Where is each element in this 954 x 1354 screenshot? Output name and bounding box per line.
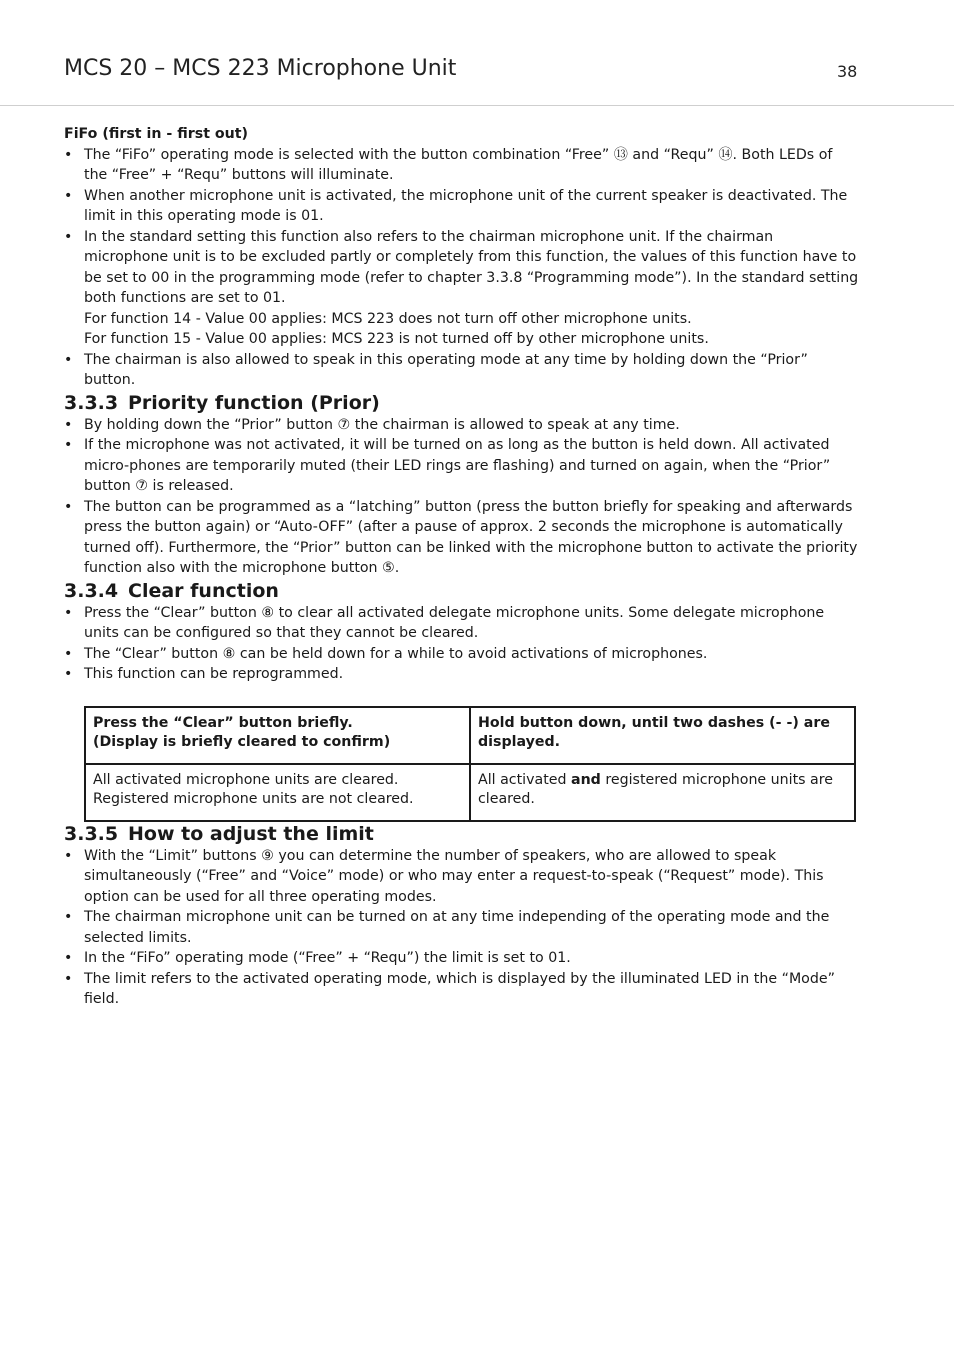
table-cell-line: All activated microphone units are cleared.	[93, 771, 399, 788]
list-item	[64, 350, 860, 391]
list-item-text: The chairman microphone unit can be turned on at any time independing of the operating mode and the selected limits.	[84, 909, 830, 946]
list-item-text: If the microphone was not activated, it will be turned on as long as the button is held down. All activated micro-phones are temporarily muted (their LED rings are flashing) and turned on again, when the “Prior” button ⑦ is released.	[84, 437, 831, 494]
page-header	[0, 0, 954, 106]
clear-list	[64, 603, 860, 685]
list-item	[64, 497, 860, 579]
section-title: How to adjust the limit	[128, 822, 374, 845]
list-item	[64, 644, 860, 665]
page-content	[64, 124, 860, 1010]
list-item-text: The chairman is also allowed to speak in this operating mode at any time by holding down the “Prior” button.	[84, 351, 808, 388]
section-number: 3.3.5	[64, 822, 119, 845]
table-header-line: Press the “Clear” button briefly.	[93, 714, 353, 731]
list-item	[64, 603, 860, 644]
list-item	[64, 227, 860, 350]
list-item-subline: For function 14 - Value 00 applies: MCS 223 does not turn off other microphone units.	[84, 310, 692, 327]
table-cell-line: Registered microphone units are not cleared.	[93, 791, 414, 807]
list-item	[64, 969, 860, 1010]
section-heading-334	[64, 579, 860, 603]
section-number: 3.3.4	[64, 579, 119, 602]
list-item-text: In the “FiFo” operating mode (“Free” + “Requ”) the limit is set to 01.	[84, 950, 571, 966]
section-number: 3.3.3	[64, 391, 119, 414]
table-header-line: (Display is briefly cleared to confirm)	[93, 734, 391, 750]
list-item	[64, 186, 860, 227]
list-item-subline: For function 15 - Value 00 applies: MCS 223 is not turned off by other microphone units.	[84, 331, 709, 347]
table-header-cell	[470, 707, 855, 764]
list-item-text: When another microphone unit is activated, the microphone unit of the current speaker is deactivated. The limit in this operating mode is 01.	[84, 187, 848, 224]
list-item	[64, 435, 860, 497]
priority-list	[64, 415, 860, 579]
list-item-text: The “Clear” button ⑧ can be held down for a while to avoid activations of microphones.	[84, 645, 708, 662]
document-title: MCS 20 – MCS 223 Microphone Unit	[64, 56, 457, 81]
list-item	[64, 415, 860, 436]
section-heading-335	[64, 822, 860, 846]
table-cell	[470, 764, 855, 821]
clear-function-table	[84, 706, 856, 822]
list-item	[64, 846, 860, 908]
section-title: Priority function (Prior)	[128, 391, 380, 414]
table-cell-emphasis: and	[571, 771, 601, 788]
list-item-text: This function can be reprogrammed.	[84, 666, 344, 682]
section-heading-333	[64, 391, 860, 415]
list-item-text: The button can be programmed as a “latching” button (press the button briefly for speaking and afterwards press the button again) or “Auto-OFF” (after a pause of approx. 2 seconds the microphone is automatically turned off). Furthermore, the “Prior” button can be linked with the microphone button to activate the priority function also with the microphone button ⑤.	[84, 498, 858, 576]
table-cell-text: registered microphone units are cleared.	[478, 771, 834, 807]
list-item-text: By holding down the “Prior” button ⑦ the chairman is allowed to speak at any time.	[84, 416, 680, 433]
fifo-heading: FiFo (first in - first out)	[64, 126, 249, 142]
table-cell	[85, 764, 470, 821]
table-header-cell	[85, 707, 470, 764]
limit-list	[64, 846, 860, 1010]
list-item-text: The limit refers to the activated operating mode, which is displayed by the illuminated LED in the “Mode” field.	[84, 970, 835, 1007]
list-item	[64, 145, 860, 186]
list-item	[64, 664, 860, 685]
list-item-text: Press the “Clear” button ⑧ to clear all activated delegate microphone units. Some delegate microphone units can be configured so that they cannot be cleared.	[84, 604, 825, 641]
page-number: 38	[837, 62, 858, 81]
list-item	[64, 907, 860, 948]
table-row	[85, 764, 855, 821]
list-item-text: In the standard setting this function also refers to the chairman microphone unit. If the chairman microphone unit is to be excluded partly or completely from this function, the values of this function have to be set to 00 in the programming mode (refer to chapter 3.3.8 “Programming mode”). In the standard setting both functions are set to 01.	[84, 228, 859, 306]
fifo-list	[64, 145, 860, 391]
list-item-text: With the “Limit” buttons ⑨ you can determine the number of speakers, who are allowed to speak simultaneously (“Free” and “Voice” mode) or who may enter a request-to-speak (“Request” mode). This option can be used for all three operating modes.	[84, 847, 824, 905]
list-item	[64, 948, 860, 969]
table-cell-text: All activated	[478, 771, 571, 788]
table-header-line: Hold button down, until two dashes (- -) are displayed.	[478, 714, 830, 750]
section-title: Clear function	[128, 579, 279, 602]
table-header-row	[85, 707, 855, 764]
list-item-text: The “FiFo” operating mode is selected with the button combination “Free” ⑬ and “Requ” ⑭. Both LEDs of the “Free” + “Requ” buttons will illuminate.	[84, 146, 833, 183]
